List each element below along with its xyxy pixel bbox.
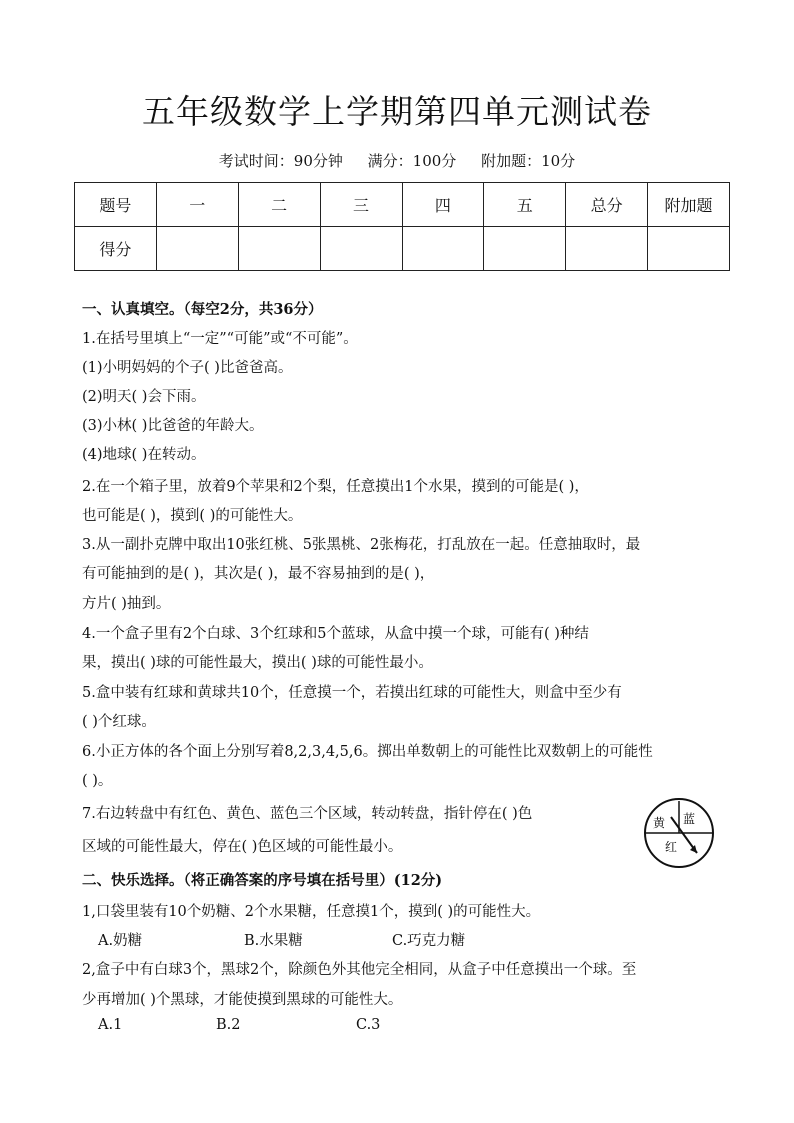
score-cell[interactable] (320, 227, 402, 271)
question-line: 果，摸出( )球的可能性最大，摸出( )球的可能性最小。 (82, 655, 433, 671)
table-header-cell: 三 (320, 183, 402, 227)
question-line: (2)明天( )会下雨。 (82, 389, 206, 405)
question-line: 有可能抽到的是( )，其次是( )，最不容易抽到的是( )， (82, 566, 435, 582)
option-b: B.2 (216, 1017, 241, 1033)
full-score: 满分：100分 (367, 152, 457, 170)
score-table-score-row (75, 227, 730, 271)
question-line: 6.小正方体的各个面上分别写着8,2,3,4,5,6。掷出单数朝上的可能性比双数朝上的可能性 (82, 744, 653, 760)
wheel-label-red: 红 (665, 840, 678, 854)
question-line: ( )个红球。 (82, 714, 156, 730)
section2-heading: 二、快乐选择。（将正确答案的序号填在括号里）(12分) (82, 872, 443, 889)
question-line: 2,盒子中有白球3个，黑球2个，除颜色外其他完全相同，从盒子中任意摸出一个球。至 (82, 962, 637, 978)
table-header-cell: 附加题 (648, 183, 730, 227)
question-line: 4.一个盒子里有2个白球、3个红球和5个蓝球，从盒中摸一个球，可能有( )种结 (82, 626, 589, 642)
wheel-label-blue: 蓝 (683, 812, 696, 826)
table-row-label: 得分 (75, 227, 157, 271)
score-cell[interactable] (566, 227, 648, 271)
question-line: 1.在括号里填上“一定”“可能”或“不可能”。 (82, 331, 358, 347)
exam-time: 考试时间：90分钟 (218, 152, 343, 170)
score-cell[interactable] (484, 227, 566, 271)
extra-score: 附加题：10分 (481, 152, 576, 170)
question-line: 区域的可能性最大，停在( )色区域的可能性最小。 (82, 839, 403, 855)
score-table-header-row (75, 183, 730, 227)
score-cell[interactable] (156, 227, 238, 271)
question-line: (3)小林( )比爸爸的年龄大。 (82, 418, 264, 434)
question-line: 少再增加( )个黑球，才能使摸到黑球的可能性大。 (82, 992, 403, 1008)
question-line: 7.右边转盘中有红色、黄色、蓝色三个区域，转动转盘，指针停在( )色 (82, 806, 533, 822)
page-title: 五年级数学上学期第四单元测试卷 (142, 92, 652, 131)
score-cell[interactable] (238, 227, 320, 271)
table-header-cell: 题号 (75, 183, 157, 227)
table-header-cell: 二 (238, 183, 320, 227)
option-a: A.奶糖 (98, 933, 143, 949)
question-line: 5.盒中装有红球和黄球共10个，任意摸一个，若摸出红球的可能性大，则盒中至少有 (82, 685, 622, 701)
option-a: A.1 (98, 1017, 123, 1033)
wheel-label-yellow: 黄 (653, 816, 666, 830)
option-c: C.巧克力糖 (392, 933, 466, 949)
option-c: C.3 (356, 1017, 381, 1033)
question-line: 也可能是( )，摸到( )的可能性大。 (82, 508, 303, 524)
score-table (74, 182, 730, 271)
table-header-cell: 一 (156, 183, 238, 227)
question-line: 3.从一副扑克牌中取出10张红桃、5张黑桃、2张梅花，打乱放在一起。任意抽取时，最 (82, 537, 641, 553)
table-header-cell: 四 (402, 183, 484, 227)
question-line: ( )。 (82, 773, 113, 789)
question-line: 方片( )抽到。 (82, 596, 171, 612)
section1-heading: 一、认真填空。（每空2分，共36分） (82, 301, 323, 318)
table-header-cell: 总分 (566, 183, 648, 227)
score-cell[interactable] (648, 227, 730, 271)
table-header-cell: 五 (484, 183, 566, 227)
spinner-wheel (643, 797, 715, 869)
question-line: 2.在一个箱子里，放着9个苹果和2个梨，任意摸出1个水果，摸到的可能是( )， (82, 479, 589, 495)
question-line: 1,口袋里装有10个奶糖、2个水果糖，任意摸1个，摸到( )的可能性大。 (82, 904, 541, 920)
exam-info (0, 150, 794, 171)
option-b: B.水果糖 (244, 933, 303, 949)
score-cell[interactable] (402, 227, 484, 271)
question-line: (4)地球( )在转动。 (82, 447, 206, 463)
question-line: (1)小明妈妈的个子( )比爸爸高。 (82, 360, 293, 376)
